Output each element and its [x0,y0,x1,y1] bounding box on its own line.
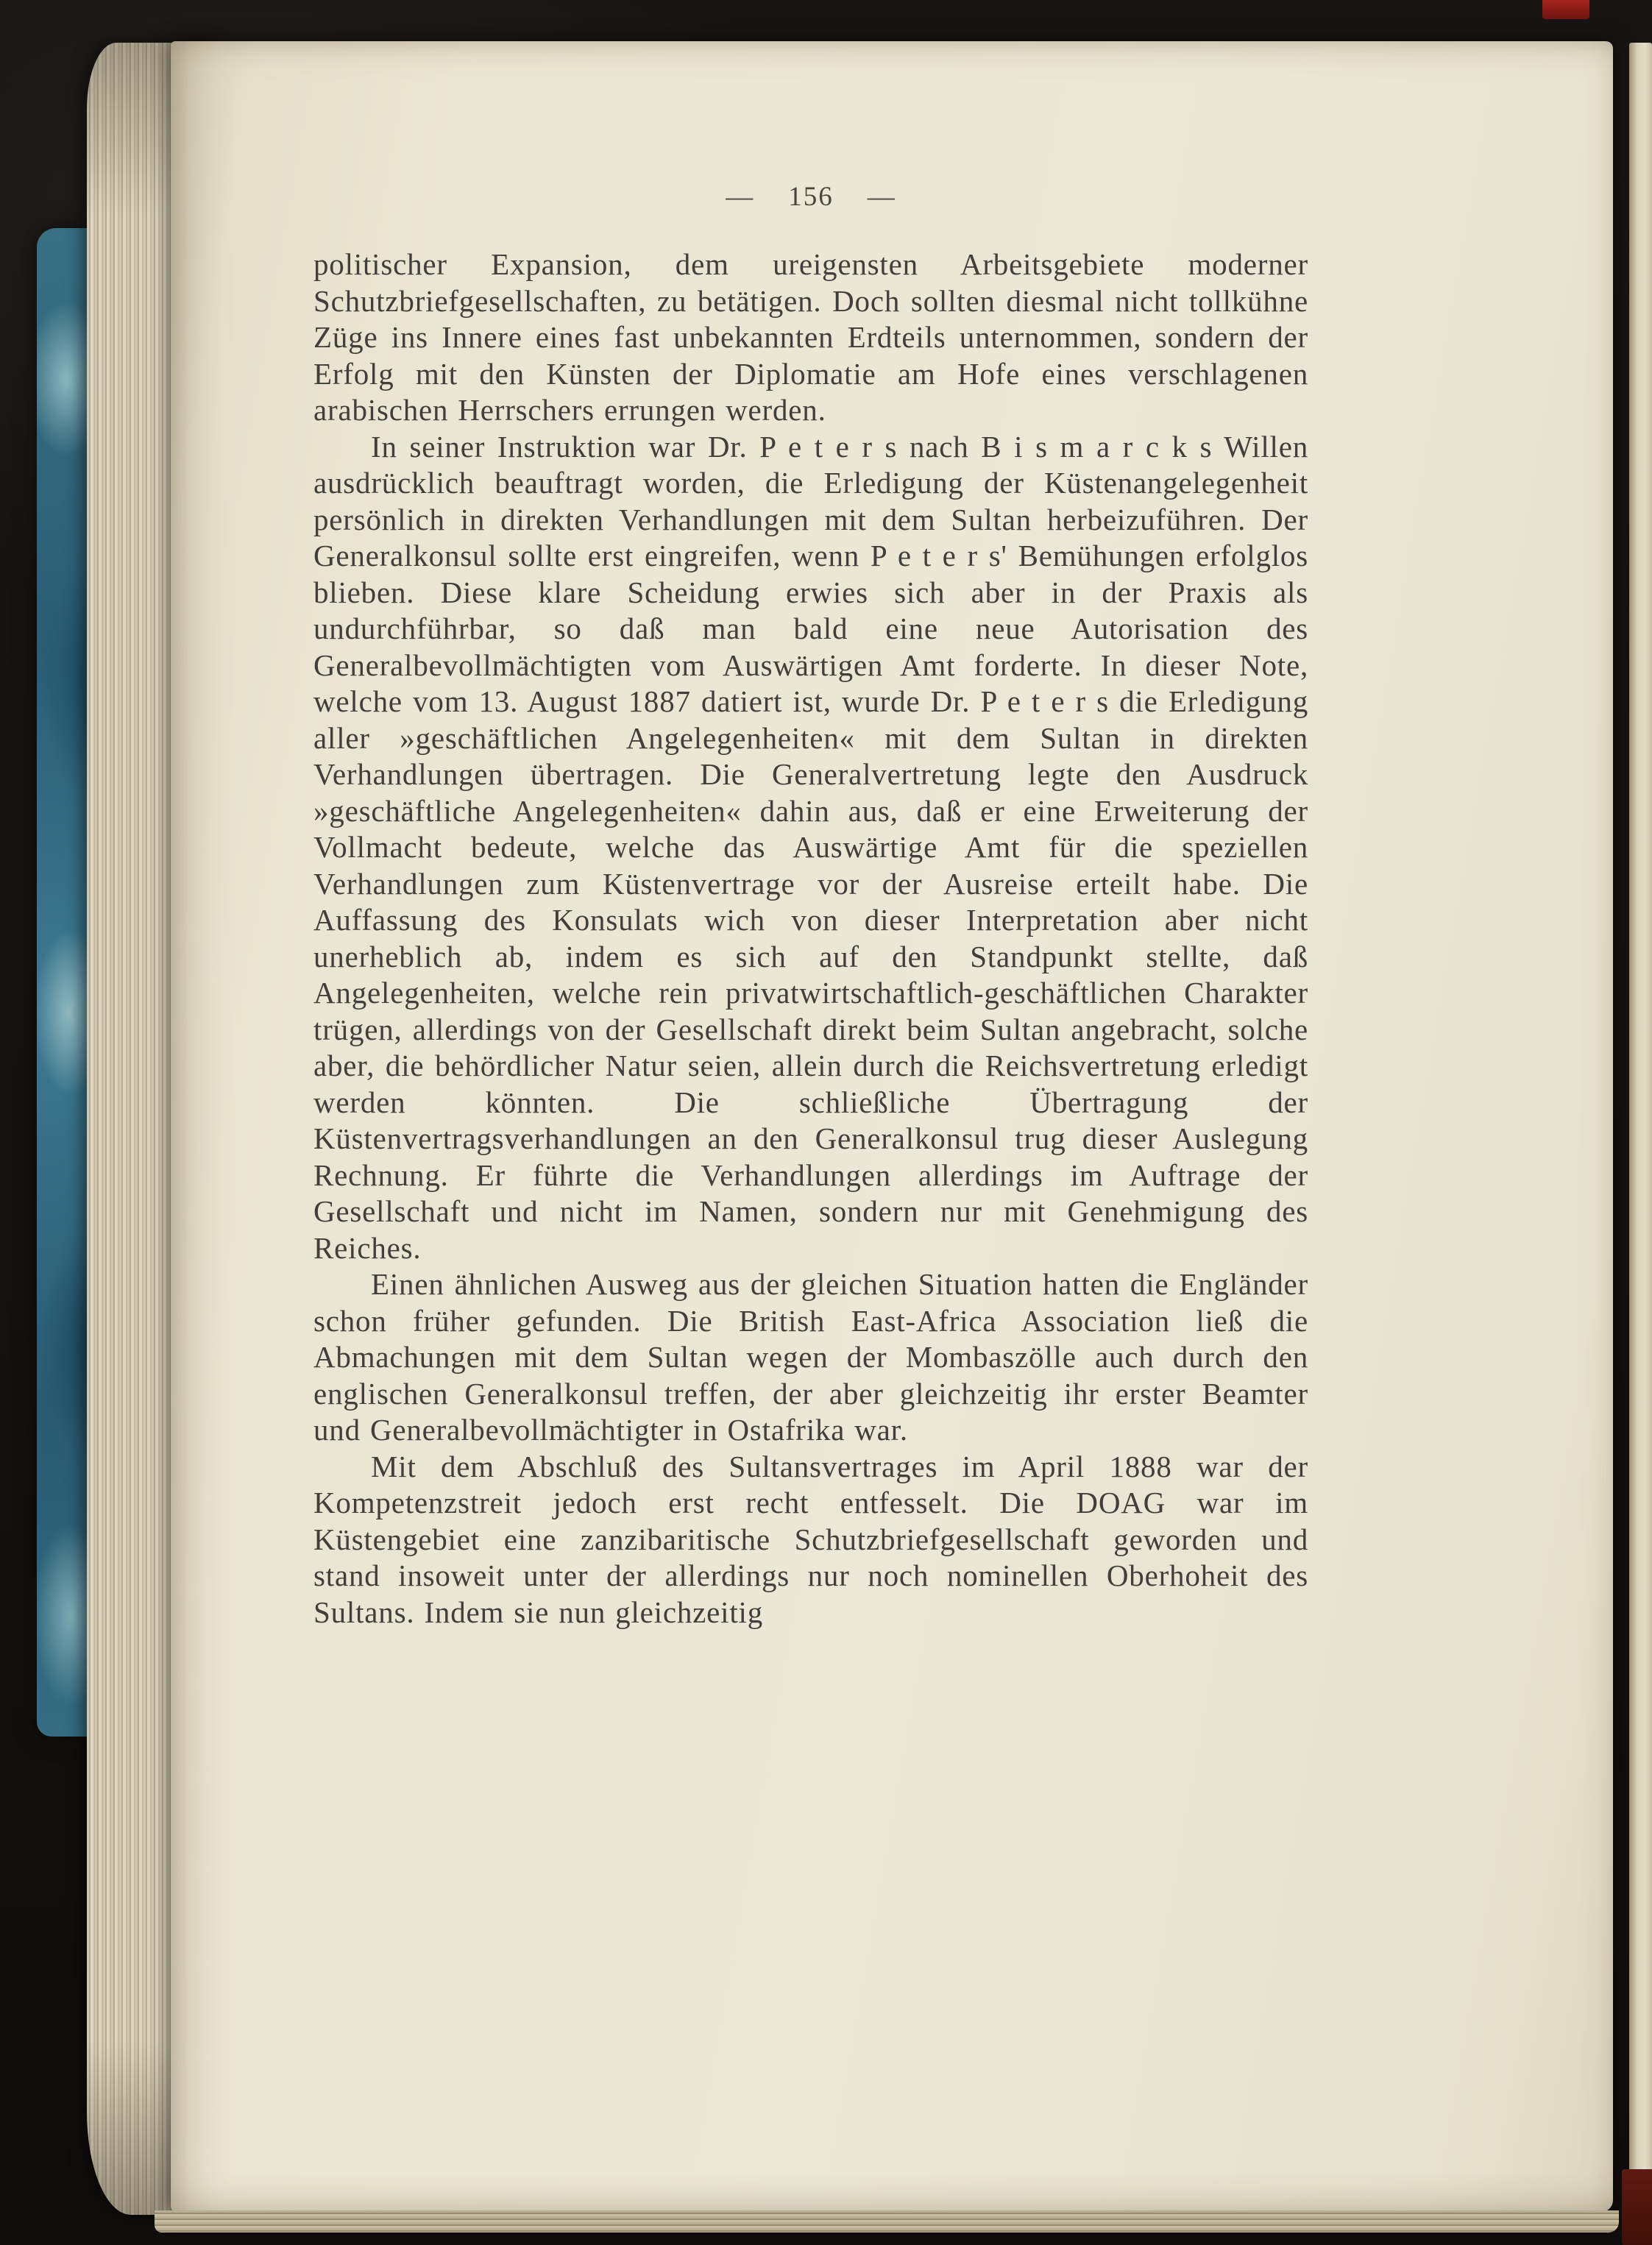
printed-text-area [313,181,1308,1631]
page-number-dash-right: — [867,182,896,212]
page-number-value: 156 [788,182,834,212]
paragraph: politischer Expansion, dem ureigensten Arbeitsgebiete moderner Schutzbriefgesellschaften, zu betätigen. Doch sollten diesmal nicht tollkühne Züge ins Innere eines fast unbekannten Erdteils unternommen, sondern der Erfolg mit den Künsten der Diplomatie am Hofe eines verschlagenen arabischen Herrschers errungen werden. [313,247,1308,427]
page-edge-stack-bottom [155,2210,1619,2232]
red-cover-corner-bottom [1622,2169,1652,2245]
paragraph: In seiner Instruktion war Dr. P e t e r s nach B i s m a r c k s Willen ausdrücklich beauftragt worden, die Erledigung der Küstenangelegenheit persönlich in direkten Verhandlungen mit dem Sultan herbeizuführen. Der Generalkonsul sollte erst eingreifen, wenn P e t e r s' Bemühungen erfolglos blieben. Diese klare Scheidung erwies sich aber in der Praxis als undurchführbar, so daß man bald eine neue Autorisation des Generalbevollmächtigten vom Auswärtigen Amt forderte. In dieser Note, welche vom 13. August 1887 datiert ist, wurde Dr. P e t e r s die Erledigung aller »geschäftlichen Angelegenheiten« mit dem Sultan in direkten Verhandlungen übertragen. Die Generalvertretung legte den Ausdruck »geschäftliche Angelegenheiten« dahin aus, daß er eine Erweiterung der Vollmacht bedeute, welche das Auswärtige Amt für die speziellen Verhandlungen zum Küstenvertrage vor der Ausreise erteilt habe. Die Auffassung des Konsulats wich von dieser Interpretation aber nicht unerheblich ab, indem es sich auf den Standpunkt stellte, daß Angelegenheiten, welche rein privatwirtschaftlich-geschäftlichen Charakter trügen, allerdings von der Gesellschaft direkt beim Sultan angebracht, solche aber, die behördlicher Natur seien, allein durch die Reichsvertretung erledigt werden könnten. Die schließliche Übertragung der Küstenvertragsverhandlungen an den Generalkonsul trug dieser Auslegung Rechnung. Er führte die Verhandlungen allerdings im Auftrage der Gesellschaft und nicht im Namen, sondern nur mit Genehmigung des Reiches. [313,429,1308,1265]
red-cover-tab-top [1542,0,1589,19]
paragraph: Einen ähnlichen Ausweg aus der gleichen Situation hatten die Engländer schon früher gefunden. Die British East-Africa Association ließ die Abmachungen mit dem Sultan wegen der Mombaszölle auch durch den englischen Generalkonsul treffen, der aber gleichzeitig ihr erster Beamter und Generalbevollmächtigter in Ostafrika war. [313,1267,1308,1447]
page-number [313,181,1308,213]
page-number-dash-left: — [726,182,755,212]
adjacent-page-edge [1629,43,1652,2174]
paragraph: Mit dem Abschluß des Sultansvertrages im April 1888 war der Kompetenzstreit jedoch erst recht entfesselt. Die DOAG war im Küstengebiet eine zanzibaritische Schutzbriefgesellschaft geworden und stand insoweit unter der allerdings nur noch nominellen Oberhoheit des Sultans. Indem sie nun gleichzeitig [313,1449,1308,1629]
